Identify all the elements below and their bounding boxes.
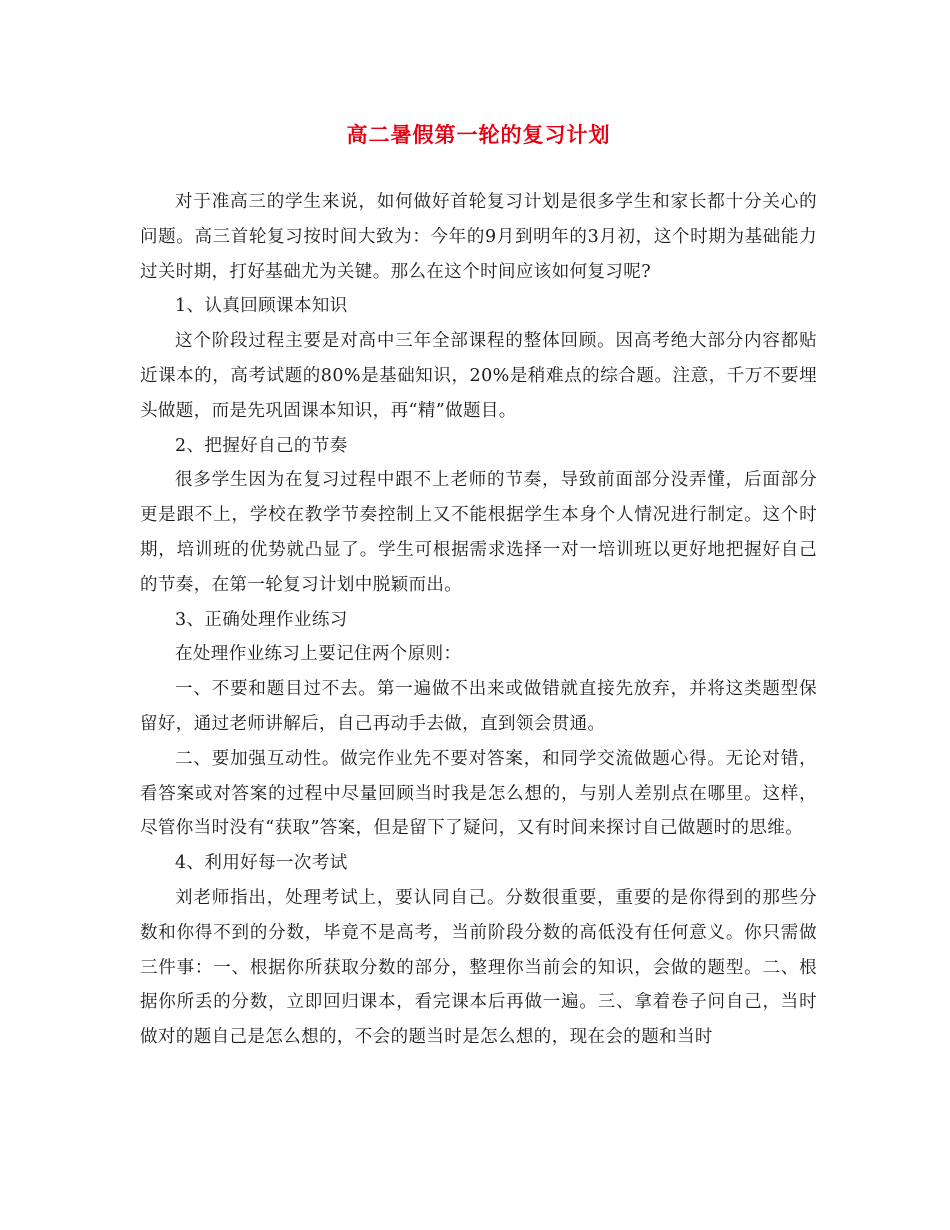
document-title: 高二暑假第一轮的复习计划 — [346, 122, 611, 147]
principle-paragraph-2: 二、要加强互动性。做完作业先不要对答案，和同学交流做题心得。无论对错，看答案或对答案的过程中尽量回顾当时我是怎么想的，与别人差别点在哪里。这样，尽管你当时没有“获取”答案，但是留下了疑问，又有时间来探讨自己做题时的思维。 — [140, 748, 817, 839]
section-heading-1: 1、认真回顾课本知识 — [175, 296, 348, 317]
principle-paragraph-1: 一、不要和题目过不去。第一遍做不出来或做错就直接先放弃，并将这类题型保留好，通过老师讲解后，自己再动手去做，直到领会贯通。 — [140, 679, 817, 734]
body-paragraph: 很多学生因为在复习过程中跟不上老师的节奏，导致前面部分没弄懂，后面部分更是跟不上，学校在教学节奏控制上又不能根据学生本身个人情况进行制定。这个时期，培训班的优势就凸显了。学生可根据需求选择一对一培训班以更好地把握好自己的节奏，在第一轮复习计划中脱颖而出。 — [140, 470, 817, 595]
document-body — [140, 185, 817, 1055]
section-heading-4: 4、利用好每一次考试 — [175, 853, 348, 874]
intro-paragraph: 对于准高三的学生来说，如何做好首轮复习计划是很多学生和家长都十分关心的问题。高三首轮复习按时间大致为：今年的9月到明年的3月初，这个时期为基础能力过关时期，打好基础尤为关键。那么在这个时间应该如何复习呢? — [140, 192, 817, 282]
body-paragraph: 刘老师指出，处理考试上，要认同自己。分数很重要，重要的是你得到的那些分数和你得不到的分数，毕竟不是高考，当前阶段分数的高低没有任何意义。你只需做三件事：一、根据你所获取分数的部分，整理你当前会的知识，会做的题型。二、根据你所丢的分数，立即回归课本，看完课本后再做一遍。三、拿着卷子问自己，当时做对的题自己是怎么想的，不会的题当时是怎么想的，现在会的题和当时 — [140, 887, 817, 1048]
body-paragraph: 在处理作业练习上要记住两个原则： — [175, 644, 462, 665]
section-heading-2: 2、把握好自己的节奏 — [175, 435, 348, 456]
section-heading-3: 3、正确处理作业练习 — [175, 609, 348, 630]
body-paragraph: 这个阶段过程主要是对高中三年全部课程的整体回顾。因高考绝大部分内容都贴近课本的，高考试题的80%是基础知识，20%是稍难点的综合题。注意，千万不要埋头做题，而是先巩固课本知识，再“精”做题目。 — [140, 331, 817, 421]
